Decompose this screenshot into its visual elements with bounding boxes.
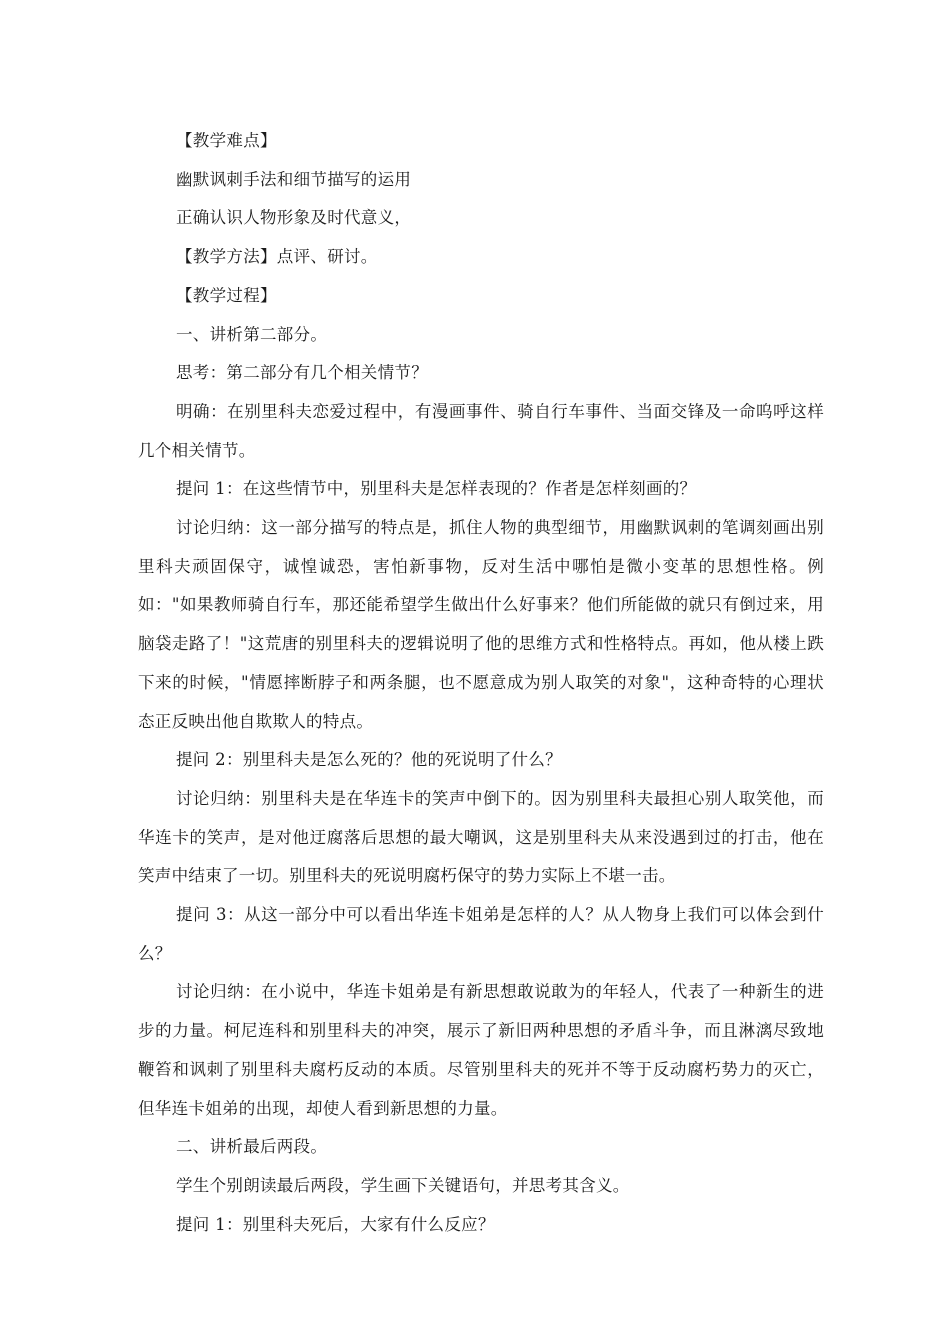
heading-teaching-process: 【教学过程】 — [176, 285, 277, 305]
reading-instruction: 学生个别朗读最后两段，学生画下关键语句，并思考其含义。 — [176, 1175, 630, 1195]
discussion-1: 讨论归纳：这一部分描写的特点是，抓住人物的典型细节，用幽默讽刺的笔调刻画出别里科夫顽固保守，诚惶诚恐，害怕新事物，反对生活中哪怕是微小变革的思想性格。例如："如果教师骑自行车，那还能希望学生做出什么好事来？他们所能做的就只有倒过来，用脑袋走路了！"这荒唐的别里科夫的逻辑说明了他的思维方式和性格特点。再如，他从楼上跌下来的时候，"情愿摔断脖子和两条腿，也不愿意成为别人取笑的对象"，这种奇特的心理状态正反映出他自欺欺人的特点。 — [138, 518, 824, 731]
teaching-method: 【教学方法】点评、研讨。 — [176, 247, 378, 267]
think-question: 思考：第二部分有几个相关情节？ — [176, 363, 428, 383]
heading-teaching-difficulty: 【教学难点】 — [176, 131, 277, 150]
clarification-paragraph: 明确：在别里科夫恋爱过程中，有漫画事件、骑自行车事件、当面交锋及一命呜呼这样几个相关情节。 — [138, 401, 824, 460]
question-1: 提问 1：在这些情节中，别里科夫是怎样表现的？作者是怎样刻画的？ — [176, 479, 697, 499]
document-page — [138, 122, 824, 1244]
discussion-2: 讨论归纳：别里科夫是在华连卡的笑声中倒下的。因为别里科夫最担心别人取笑他，而华连卡的笑声，是对他迂腐落后思想的最大嘲讽，这是别里科夫从来没遇到过的打击，他在笑声中结束了一切。别里科夫的死说明腐朽保守的势力实际上不堪一击。 — [138, 788, 824, 886]
section-one-title: 一、讲析第二部分。 — [176, 324, 328, 344]
difficulty-item-2: 正确认识人物形象及时代意义， — [176, 208, 412, 228]
question-final: 提问 1：别里科夫死后，大家有什么反应？ — [176, 1214, 495, 1234]
question-3: 提问 3：从这一部分中可以看出华连卡姐弟是怎样的人？从人物身上我们可以体会到什么？ — [138, 905, 824, 963]
question-2: 提问 2：别里科夫是怎么死的？他的死说明了什么？ — [176, 750, 562, 770]
section-two-title: 二、讲析最后两段。 — [176, 1137, 328, 1157]
difficulty-item-1: 幽默讽刺手法和细节描写的运用 — [176, 169, 412, 189]
discussion-3: 讨论归纳：在小说中，华连卡姐弟是有新思想敢说敢为的年轻人，代表了一种新生的进步的力量。柯尼连科和别里科夫的冲突，展示了新旧两种思想的矛盾斗争，而且淋漓尽致地鞭笞和讽刺了别里科夫腐朽反动的本质。尽管别里科夫的死并不等于反动腐朽势力的灭亡，但华连卡姐弟的出现，却使人看到新思想的力量。 — [138, 982, 824, 1118]
